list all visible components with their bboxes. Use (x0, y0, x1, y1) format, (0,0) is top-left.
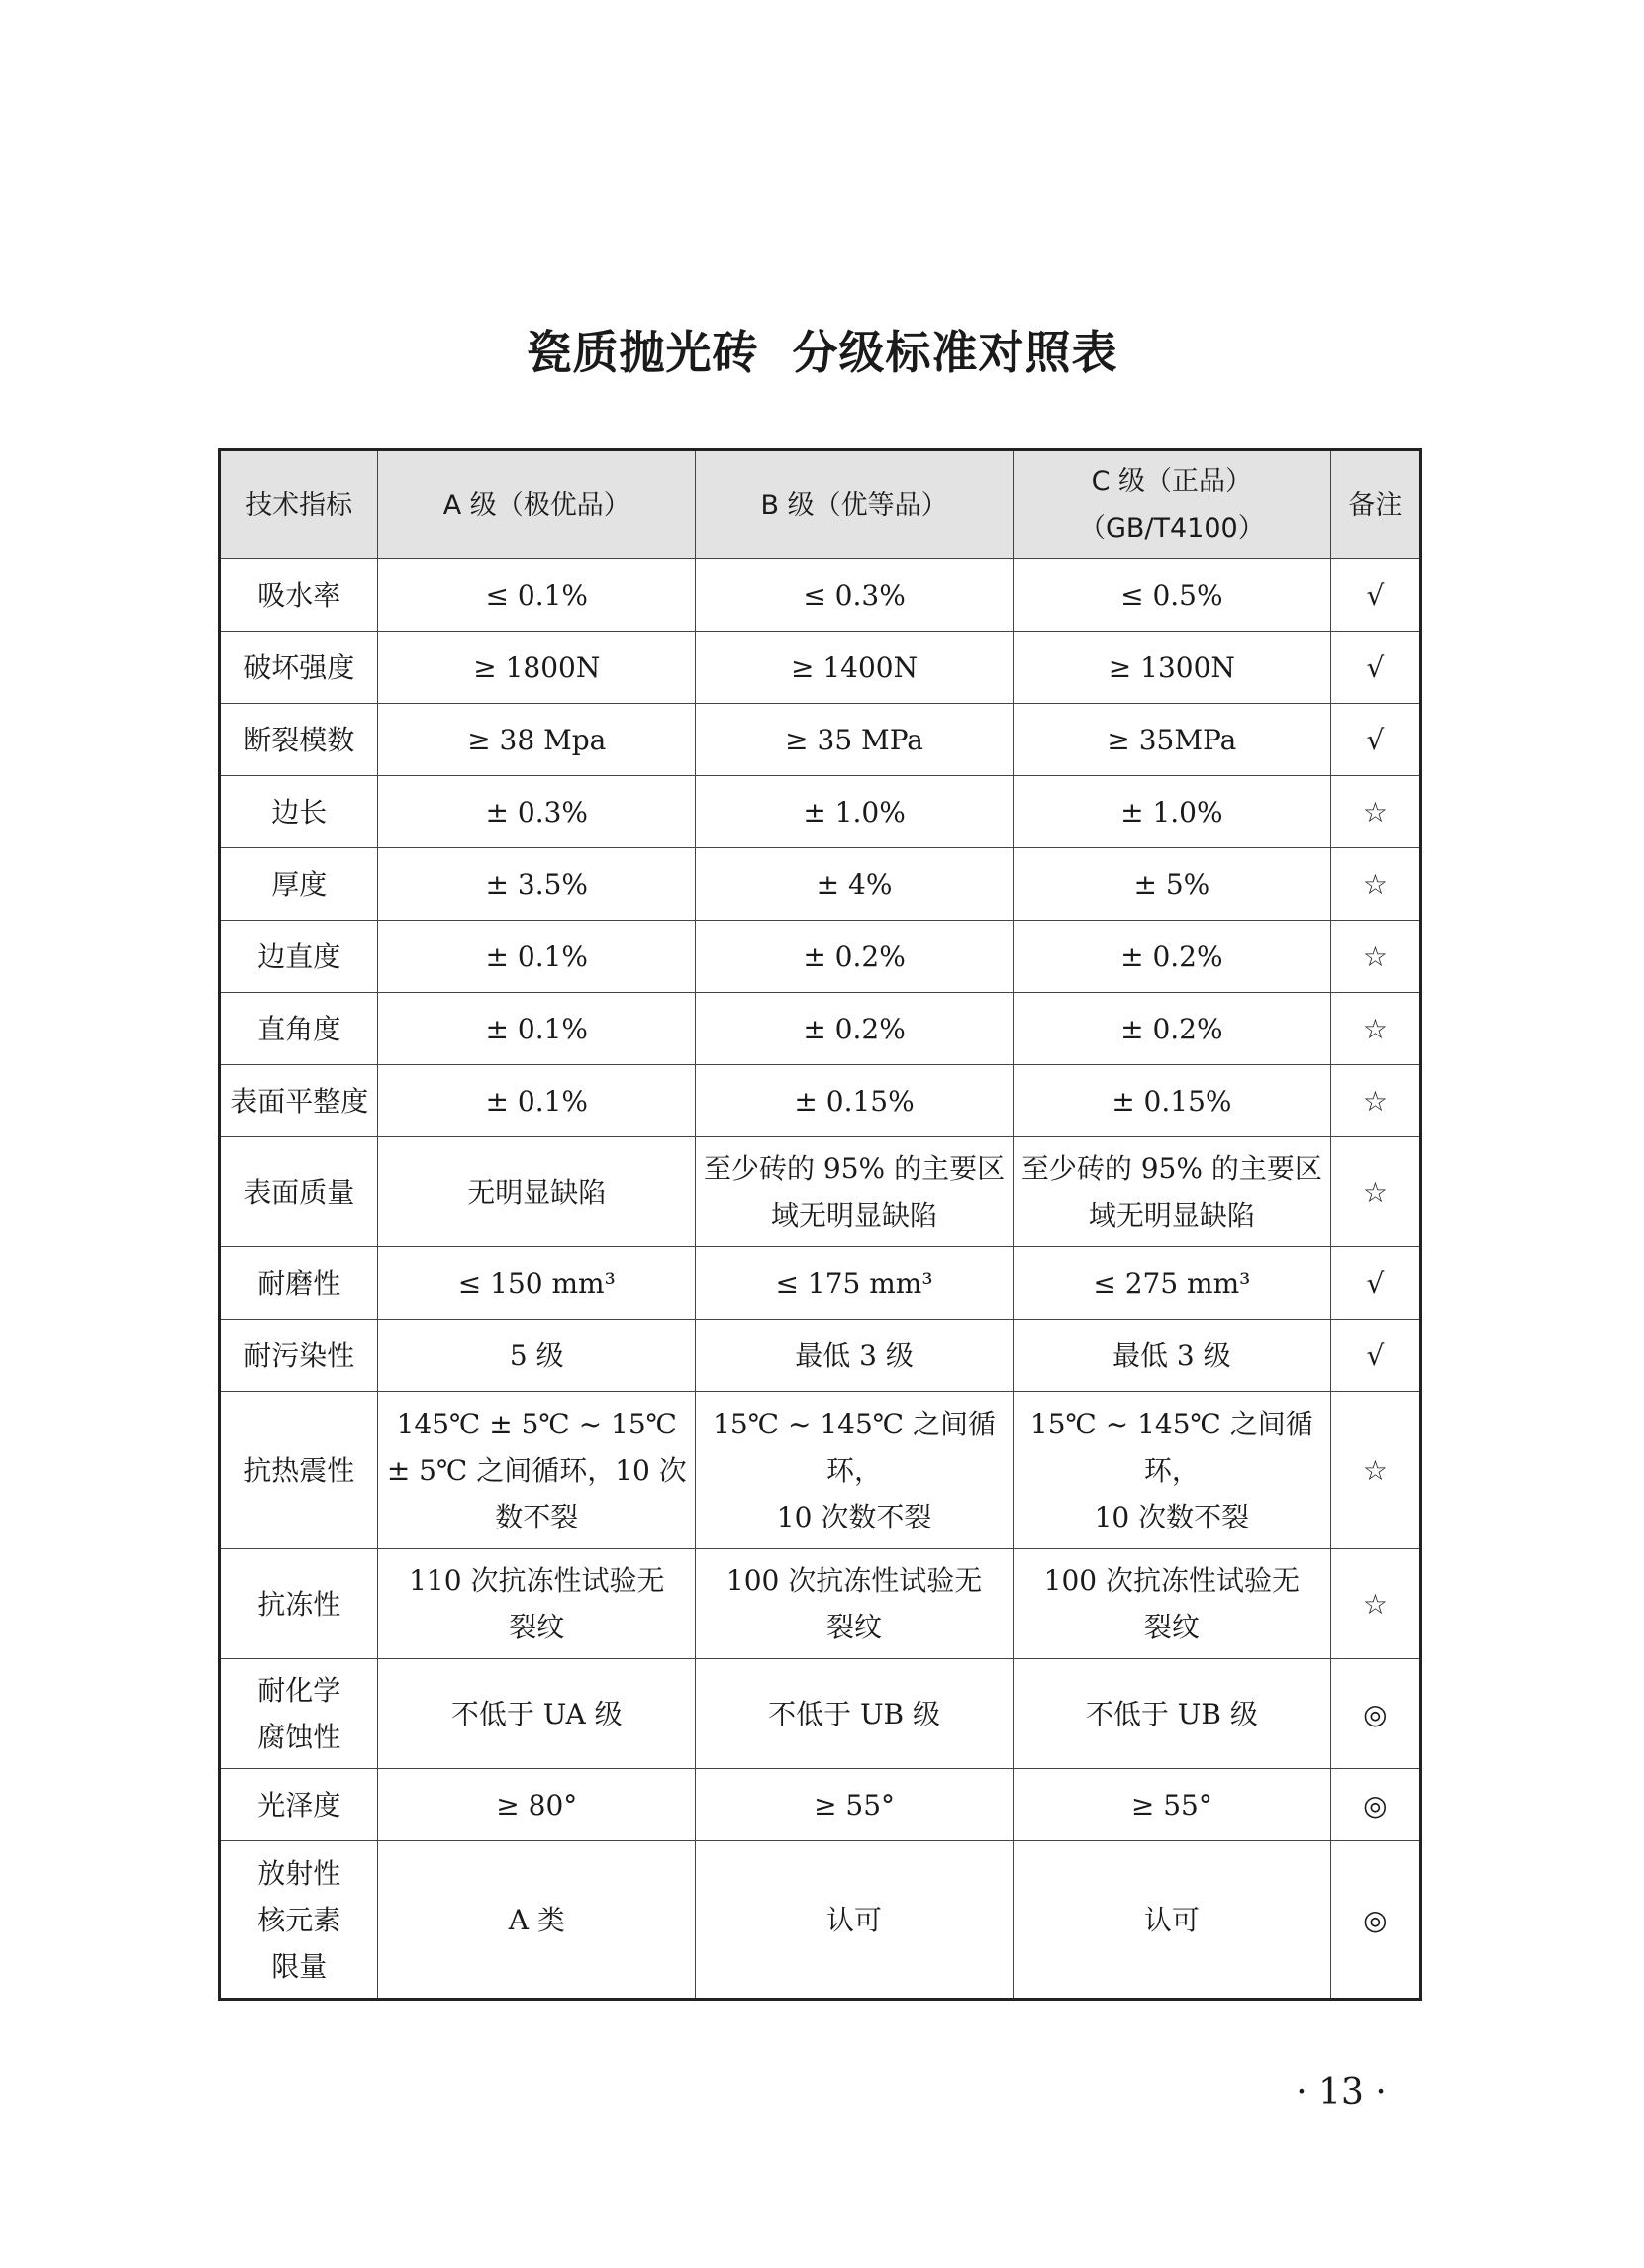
note-mark: ☆ (1330, 1065, 1420, 1137)
grade-b-cell: 认可 (696, 1841, 1014, 2000)
grade-c-cell: ± 0.15% (1013, 1065, 1330, 1137)
grade-b-cell: ≥ 1400N (696, 632, 1014, 704)
note-mark: ◎ (1330, 1659, 1420, 1769)
note-mark: √ (1330, 704, 1420, 776)
grade-a-cell: ± 0.1% (378, 993, 696, 1065)
grade-c-cell: ± 5% (1013, 848, 1330, 921)
header-grade-c (1013, 450, 1330, 559)
page-title: 瓷质抛光砖 分级标准对照表 (526, 326, 1118, 379)
grading-table (218, 448, 1422, 2001)
grade-b-cell: ≤ 0.3% (696, 559, 1014, 632)
table-row (220, 632, 1421, 704)
indicator-line: 腐蚀性 (257, 1721, 341, 1753)
grade-b-cell: ≥ 35 MPa (696, 704, 1014, 776)
grade-c-cell: ≥ 55° (1013, 1769, 1330, 1841)
indicator-cell: 光泽度 (220, 1769, 378, 1841)
note-mark: √ (1330, 1320, 1420, 1392)
grade-c-cell (1013, 1137, 1330, 1247)
table-row (220, 1247, 1421, 1320)
grade-b-cell: ≤ 175 mm³ (696, 1247, 1014, 1320)
grade-b-line: 100 次抗冻性试验无 (725, 1564, 983, 1597)
indicator-cell (220, 1659, 378, 1769)
indicator-cell: 耐磨性 (220, 1247, 378, 1320)
note-mark: √ (1330, 632, 1420, 704)
grade-b-cell: 最低 3 级 (696, 1320, 1014, 1392)
grade-b-cell: ± 4% (696, 848, 1014, 921)
grade-c-line: 至少砖的 95% 的主要区 (1020, 1152, 1322, 1185)
table-row (220, 1065, 1421, 1137)
grade-b-cell: ≥ 55° (696, 1769, 1014, 1841)
indicator-cell: 直角度 (220, 993, 378, 1065)
note-mark: ☆ (1330, 1392, 1420, 1549)
note-mark: √ (1330, 1247, 1420, 1320)
grade-c-line: 100 次抗冻性试验无 (1043, 1564, 1301, 1597)
grade-a-line: 110 次抗冻性试验无 (409, 1564, 665, 1597)
header-note: 备注 (1330, 450, 1420, 559)
grade-c-line: 10 次数不裂 (1094, 1500, 1250, 1533)
grade-c-cell (1013, 1549, 1330, 1659)
indicator-line: 放射性 (257, 1856, 341, 1890)
grade-b-cell: ± 0.15% (696, 1065, 1014, 1137)
table-row (220, 1769, 1421, 1841)
header-grade-c-line2: （GB/T4100） (1078, 513, 1265, 543)
table-row (220, 1320, 1421, 1392)
grade-c-cell: 不低于 UB 级 (1013, 1659, 1330, 1769)
table-row (220, 1841, 1421, 2000)
page-number: · 13 · (1296, 2072, 1387, 2113)
indicator-cell: 破坏强度 (220, 632, 378, 704)
grade-a-cell: 无明显缺陷 (378, 1137, 696, 1247)
indicator-line: 耐化学 (257, 1674, 341, 1707)
grade-b-line: 域无明显缺陷 (771, 1199, 938, 1232)
grade-c-cell: 认可 (1013, 1841, 1330, 2000)
grade-c-cell: ≤ 0.5% (1013, 559, 1330, 632)
grade-a-line: ± 5℃ 之间循环，10 次 (386, 1453, 687, 1487)
indicator-cell: 边长 (220, 776, 378, 848)
indicator-cell: 耐污染性 (220, 1320, 378, 1392)
table-row (220, 776, 1421, 848)
grade-a-line: 145℃ ± 5℃ ~ 15℃ (396, 1407, 677, 1440)
header-row (220, 450, 1421, 559)
grade-b-cell: ± 0.2% (696, 993, 1014, 1065)
table-row (220, 1549, 1421, 1659)
grade-c-cell: ≥ 35MPa (1013, 704, 1330, 776)
grade-c-cell: ≥ 1300N (1013, 632, 1330, 704)
indicator-cell: 表面平整度 (220, 1065, 378, 1137)
indicator-cell: 抗冻性 (220, 1549, 378, 1659)
grade-b-cell: ± 1.0% (696, 776, 1014, 848)
indicator-cell: 吸水率 (220, 559, 378, 632)
grade-b-line: 裂纹 (826, 1611, 883, 1643)
table-row (220, 704, 1421, 776)
header-grade-c-line1: C 级（正品） (1091, 466, 1253, 497)
grade-c-cell: ≤ 275 mm³ (1013, 1247, 1330, 1320)
note-mark: ☆ (1330, 993, 1420, 1065)
indicator-line: 限量 (271, 1949, 328, 1983)
indicator-cell (220, 1841, 378, 2000)
table-row (220, 1137, 1421, 1247)
header-grade-b: B 级（优等品） (696, 450, 1014, 559)
grade-b-cell (696, 1549, 1014, 1659)
grade-b-cell (696, 1392, 1014, 1549)
grade-a-cell: A 类 (378, 1841, 696, 2000)
grade-b-line: 15℃ ~ 145℃ 之间循环， (713, 1407, 996, 1487)
note-mark: ☆ (1330, 1549, 1420, 1659)
grade-c-cell: ± 0.2% (1013, 993, 1330, 1065)
grade-a-cell: ± 0.3% (378, 776, 696, 848)
grade-b-cell (696, 1137, 1014, 1247)
indicator-cell: 表面质量 (220, 1137, 378, 1247)
grade-b-cell: ± 0.2% (696, 921, 1014, 993)
table-row (220, 921, 1421, 993)
grade-c-cell: ± 1.0% (1013, 776, 1330, 848)
grade-c-cell: ± 0.2% (1013, 921, 1330, 993)
grade-a-cell: ± 0.1% (378, 1065, 696, 1137)
grade-a-cell (378, 1392, 696, 1549)
indicator-cell: 边直度 (220, 921, 378, 993)
grade-c-line: 15℃ ~ 145℃ 之间循环， (1029, 1407, 1313, 1487)
grade-c-line: 裂纹 (1143, 1611, 1200, 1643)
note-mark: ◎ (1330, 1841, 1420, 2000)
grade-a-cell: ± 3.5% (378, 848, 696, 921)
indicator-line: 核元素 (257, 1903, 341, 1936)
grade-b-line: 10 次数不裂 (776, 1500, 932, 1533)
grade-a-cell: ≤ 0.1% (378, 559, 696, 632)
grade-a-cell: ≥ 38 Mpa (378, 704, 696, 776)
grade-a-cell (378, 1549, 696, 1659)
table-row (220, 559, 1421, 632)
note-mark: √ (1330, 559, 1420, 632)
note-mark: ☆ (1330, 921, 1420, 993)
note-mark: ☆ (1330, 848, 1420, 921)
grade-b-cell: 不低于 UB 级 (696, 1659, 1014, 1769)
grade-a-cell: ≥ 80° (378, 1769, 696, 1841)
table-row (220, 1392, 1421, 1549)
grade-a-cell: ± 0.1% (378, 921, 696, 993)
grade-a-cell: ≥ 1800N (378, 632, 696, 704)
note-mark: ☆ (1330, 1137, 1420, 1247)
indicator-cell: 抗热震性 (220, 1392, 378, 1549)
note-mark: ◎ (1330, 1769, 1420, 1841)
grade-c-cell (1013, 1392, 1330, 1549)
header-indicator: 技术指标 (220, 450, 378, 559)
table-row (220, 993, 1421, 1065)
grade-a-cell: 5 级 (378, 1320, 696, 1392)
table-row (220, 848, 1421, 921)
grade-a-line: 数不裂 (495, 1500, 579, 1533)
header-grade-a: A 级（极优品） (378, 450, 696, 559)
indicator-cell: 厚度 (220, 848, 378, 921)
grade-a-cell: 不低于 UA 级 (378, 1659, 696, 1769)
grade-a-line: 裂纹 (509, 1611, 565, 1643)
grade-c-line: 域无明显缺陷 (1088, 1199, 1255, 1232)
table-row (220, 1659, 1421, 1769)
note-mark: ☆ (1330, 776, 1420, 848)
indicator-cell: 断裂模数 (220, 704, 378, 776)
grade-b-line: 至少砖的 95% 的主要区 (704, 1152, 1006, 1185)
grade-a-cell: ≤ 150 mm³ (378, 1247, 696, 1320)
grade-c-cell: 最低 3 级 (1013, 1320, 1330, 1392)
